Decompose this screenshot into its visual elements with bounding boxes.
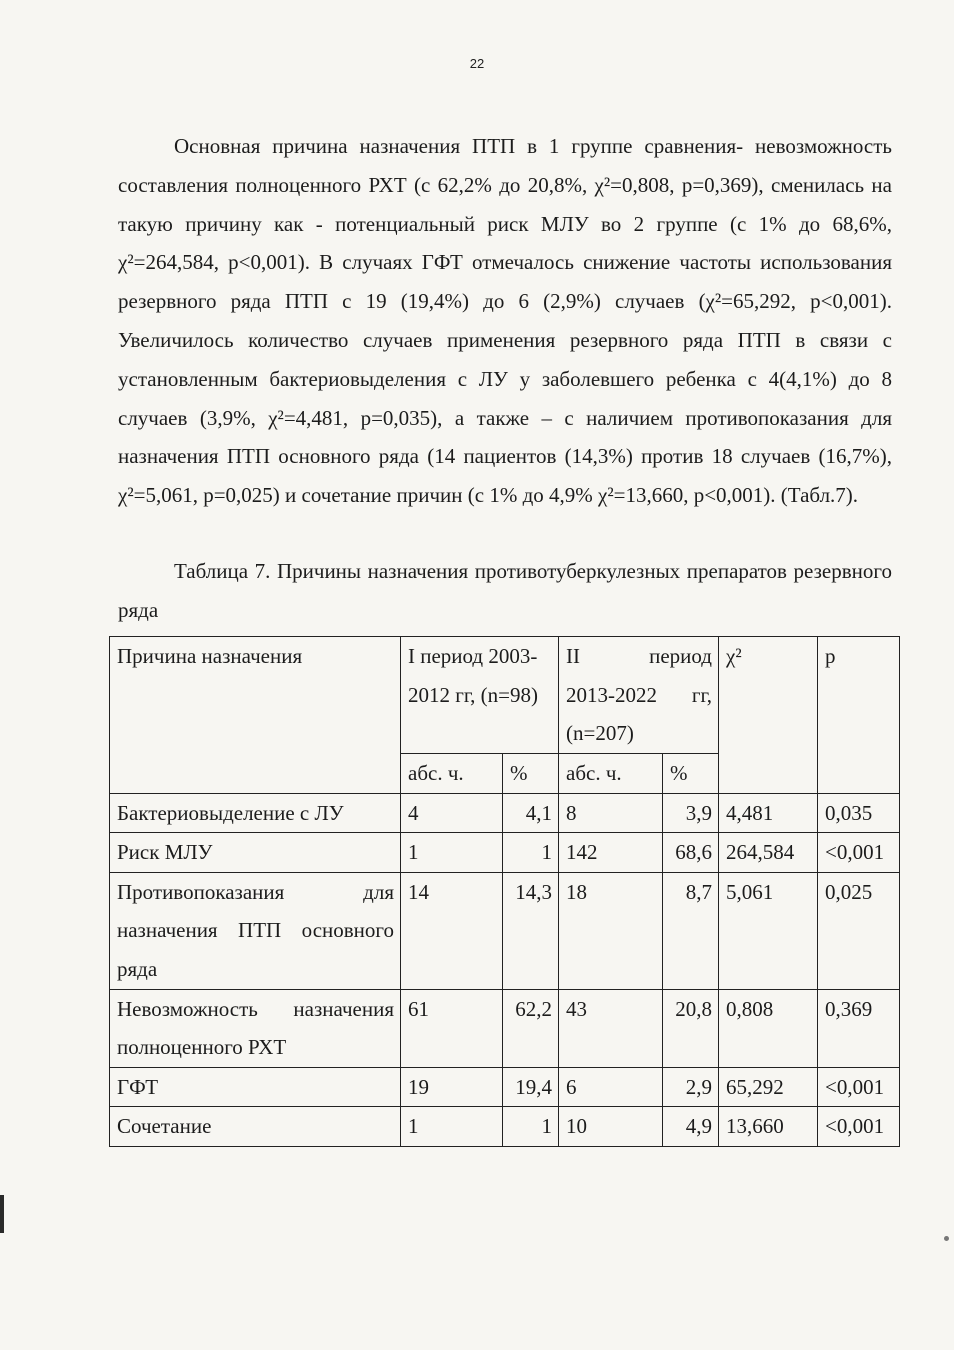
cell-pct-2: 4,9	[663, 1107, 719, 1147]
scan-edge-mark	[0, 1195, 4, 1233]
cell-p: 0,025	[818, 872, 900, 989]
cell-chi2: 264,584	[719, 833, 818, 873]
table-row	[110, 872, 900, 989]
paragraph-text: Основная причина назначения ПТП в 1 группе сравнения- невозможность составления полноценного РХТ (с 62,2% до 20,8%, χ²=0,808, р=0,369), сменилась на такую причину как - потенциальный риск МЛУ во 2 группе (с 1% до 68,6%, χ²=264,584, р<0,001). В случаях ГФТ отмечалось снижение частоты использования резервного ряда ПТП с 19 (19,4%) до 6 (2,9%) случаев (χ²=65,292, р<0,001). Увеличилось количество случаев применения резервного ряда ПТП в связи с установленным бактериовыделения с ЛУ у заболевшего ребенка с 4(4,1%) до 8 случаев (3,9%, χ²=4,481, р=0,035), а также – с наличием противопоказания для назначения ПТП основного ряда (14 пациентов (14,3%) против 18 случаев (16,7%), χ²=5,061, р=0,025) и сочетание причин (с 1% до 4,9% χ²=13,660, р<0,001). (Табл.7).	[118, 134, 892, 508]
cell-pct-1: 1	[503, 1107, 559, 1147]
cell-p: 0,369	[818, 989, 900, 1067]
cell-abs-2: 10	[559, 1107, 663, 1147]
cell-p: <0,001	[818, 1107, 900, 1147]
header-pct-2: %	[663, 754, 719, 794]
header-period-2-d: гг,	[691, 682, 712, 707]
table-row	[110, 1107, 900, 1147]
header-abs-1: абс. ч.	[401, 754, 503, 794]
page-number: 22	[469, 56, 485, 71]
cell-abs-1: 1	[401, 833, 503, 873]
cell-reason: Риск МЛУ	[110, 833, 401, 873]
header-pct-1: %	[503, 754, 559, 794]
cell-pct-2: 2,9	[663, 1067, 719, 1107]
cell-pct-2: 68,6	[663, 833, 719, 873]
header-chi2: χ²	[719, 637, 818, 794]
cell-chi2: 13,660	[719, 1107, 818, 1147]
table-row	[110, 793, 900, 833]
cell-reason: Невозможность назначения полноценного РХТ	[110, 989, 401, 1067]
cell-reason: Противопоказания для назначения ПТП основного ряда	[110, 872, 401, 989]
cell-pct-1: 14,3	[503, 872, 559, 989]
header-reason: Причина назначения	[110, 637, 401, 794]
header-period-2	[559, 637, 719, 754]
cell-reason: Сочетание	[110, 1107, 401, 1147]
cell-reason: ГФТ	[110, 1067, 401, 1107]
cell-abs-2: 6	[559, 1067, 663, 1107]
cell-chi2: 5,061	[719, 872, 818, 989]
cell-chi2: 0,808	[719, 989, 818, 1067]
header-period-2-e: (n=207)	[566, 721, 634, 745]
header-period-2-a: II	[566, 644, 580, 668]
cell-abs-1: 19	[401, 1067, 503, 1107]
cell-p: 0,035	[818, 793, 900, 833]
header-period-1: I период 2003-2012 гг, (n=98)	[401, 637, 559, 754]
cell-pct-2: 8,7	[663, 872, 719, 989]
cell-p: <0,001	[818, 1067, 900, 1107]
table-row	[110, 989, 900, 1067]
table-caption: Таблица 7. Причины назначения противотуберкулезных препаратов резервного ряда	[118, 559, 892, 622]
table-row	[110, 1067, 900, 1107]
cell-abs-1: 4	[401, 793, 503, 833]
cell-abs-1: 61	[401, 989, 503, 1067]
body-paragraph	[118, 127, 892, 515]
table-row	[110, 833, 900, 873]
cell-pct-1: 62,2	[503, 989, 559, 1067]
header-period-2-b: период	[649, 644, 712, 668]
cell-abs-2: 18	[559, 872, 663, 989]
scan-dot-mark	[944, 1236, 949, 1241]
cell-pct-1: 1	[503, 833, 559, 873]
cell-abs-1: 14	[401, 872, 503, 989]
cell-chi2: 4,481	[719, 793, 818, 833]
cell-p: <0,001	[818, 833, 900, 873]
cell-pct-2: 3,9	[663, 793, 719, 833]
cell-pct-1: 19,4	[503, 1067, 559, 1107]
cell-pct-1: 4,1	[503, 793, 559, 833]
cell-abs-2: 142	[559, 833, 663, 873]
cell-chi2: 65,292	[719, 1067, 818, 1107]
cell-abs-2: 8	[559, 793, 663, 833]
cell-abs-1: 1	[401, 1107, 503, 1147]
table-header-row	[110, 637, 900, 754]
header-period-2-c: 2013-2022	[566, 682, 657, 707]
header-abs-2: абс. ч.	[559, 754, 663, 794]
data-table	[109, 636, 900, 1147]
cell-reason: Бактериовыделение с ЛУ	[110, 793, 401, 833]
header-p: p	[818, 637, 900, 794]
cell-abs-2: 43	[559, 989, 663, 1067]
cell-pct-2: 20,8	[663, 989, 719, 1067]
